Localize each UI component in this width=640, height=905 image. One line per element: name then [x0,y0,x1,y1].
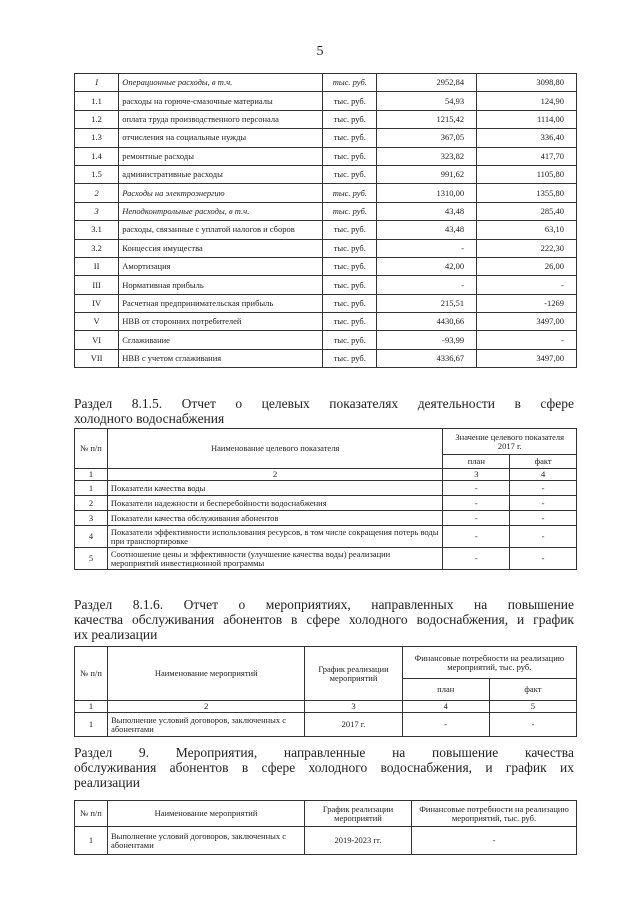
col-header-financing: Финансовые потребности на реализацию мероприятий, тыс. руб. [412,801,577,827]
table-row [75,294,577,312]
row-value-plan: 991,62 [377,165,477,183]
row-value-fact: 3497,00 [477,349,577,367]
row-name: Операционные расходы, в т.ч. [119,74,323,92]
row-num: 1 [75,713,108,737]
row-unit: тыс. руб. [323,74,377,92]
col-header-num: № п/п [75,647,108,701]
row-unit: тыс. руб. [323,239,377,257]
col-header-schedule: График реализации мероприятий [305,801,412,827]
row-unit: тыс. руб. [323,129,377,147]
col-index: 3 [443,469,510,481]
col-header-measures: Наименование мероприятий [108,801,305,827]
table-row [75,827,577,855]
row-measure: Выполнение условий договоров, заключенных с абонентами [108,713,305,737]
row-name: административные расходы [119,165,323,183]
row-num: 1 [75,827,108,855]
row-name: оплата труда производственного персонала [119,110,323,128]
table-row [75,526,577,548]
row-value-fact: -1269 [477,294,577,312]
row-plan: - [402,713,489,737]
row-unit: тыс. руб. [323,184,377,202]
row-unit: тыс. руб. [323,294,377,312]
row-num: 3 [75,202,119,220]
section-8-1-5-line2: холодного водоснабжения [74,411,225,426]
row-num: VII [75,349,119,367]
row-plan: - [443,526,510,548]
measures-report-table [74,646,577,737]
row-fact: - [510,481,577,496]
row-num: 2 [75,184,119,202]
section-8-1-6-line1: Раздел 8.1.6. Отчет о мероприятиях, направленных на повышение [74,597,574,612]
row-name: расходы на горюче-смазочные материалы [119,92,323,110]
row-unit: тыс. руб. [323,147,377,165]
row-value-fact: 3098,80 [477,74,577,92]
row-fact: - [510,511,577,526]
row-num: 3.2 [75,239,119,257]
row-value-fact: 124,90 [477,92,577,110]
row-num: 1.4 [75,147,119,165]
row-value-fact: 1355,80 [477,184,577,202]
col-header-indicator: Наименование целевого показателя [107,429,443,469]
row-unit: тыс. руб. [323,349,377,367]
row-unit: тыс. руб. [323,202,377,220]
row-fact: - [510,496,577,511]
row-schedule: 2017 г. [305,713,402,737]
row-value-plan: 4430,66 [377,313,477,331]
row-value-fact: 1105,80 [477,165,577,183]
col-index: 2 [107,469,443,481]
col-header-plan: план [443,455,510,469]
row-value-fact: - [477,331,577,349]
row-value-plan: 367,05 [377,129,477,147]
table-row [75,147,577,165]
row-financing: - [412,827,577,855]
col-index: 4 [402,701,489,713]
table-row [75,496,577,511]
section-9-line2: обслуживания абонентов в сфере холодного водоснабжения, и график их [74,760,574,775]
col-index: 1 [75,701,108,713]
row-value-plan: - [377,276,477,294]
table-row [75,202,577,220]
table-row [75,713,577,737]
table-row [75,165,577,183]
row-value-fact: 26,00 [477,257,577,275]
row-num: V [75,313,119,331]
col-index: 1 [75,469,108,481]
row-fact: - [489,713,576,737]
table-row [75,548,577,570]
row-plan: - [443,511,510,526]
col-header-plan: план [402,679,489,701]
row-num: 1 [75,481,108,496]
row-num: IV [75,294,119,312]
row-unit: тыс. руб. [323,92,377,110]
row-value-plan: - [377,239,477,257]
row-indicator: Показатели эффективности использования ресурсов, в том числе сокращения потерь воды при транспортировке [107,526,443,548]
row-name: НВВ от сторонних потребителей [119,313,323,331]
row-num: III [75,276,119,294]
row-schedule: 2019-2023 гг. [305,827,412,855]
page-number: 5 [316,44,324,59]
table-row [75,184,577,202]
row-num: 5 [75,548,108,570]
row-value-fact: 285,40 [477,202,577,220]
section-9-line1: Раздел 9. Мероприятия, направленные на повышение качества [74,745,574,760]
row-value-fact: 336,40 [477,129,577,147]
row-value-fact: 63,10 [477,221,577,239]
row-indicator: Показатели надежности и бесперебойности водоснабжения [107,496,443,511]
row-num: 2 [75,496,108,511]
table-row [75,74,577,92]
row-value-fact: 1114,00 [477,110,577,128]
row-num: 1.5 [75,165,119,183]
row-num: 1.2 [75,110,119,128]
row-name: НВВ с учетом сглаживания [119,349,323,367]
section-8-1-5-line1: Раздел 8.1.5. Отчет о целевых показателях деятельности в сфере [74,396,574,411]
row-num: 3.1 [75,221,119,239]
col-header-financing: Финансовые потребности на реализацию мероприятий, тыс. руб. [402,647,576,679]
col-header-num: № п/п [75,801,108,827]
col-header-schedule: График реализации мероприятий [305,647,402,701]
row-unit: тыс. руб. [323,110,377,128]
row-value-fact: 417,70 [477,147,577,165]
row-value-plan: 43,48 [377,202,477,220]
row-value-plan: 323,82 [377,147,477,165]
row-name: Концессия имущества [119,239,323,257]
cost-table [74,73,577,368]
col-header-value: Значение целевого показателя 2017 г. [443,429,577,455]
row-plan: - [443,481,510,496]
section-8-1-6-line3: их реализации [74,627,158,642]
row-num: VI [75,331,119,349]
col-index: 5 [489,701,576,713]
row-measure: Выполнение условий договоров, заключенных с абонентами [108,827,305,855]
row-fact: - [510,548,577,570]
table-row [75,276,577,294]
row-value-plan: 2952,84 [377,74,477,92]
table-row [75,221,577,239]
row-value-fact: 222,30 [477,239,577,257]
section-8-1-6-line2: качества обслуживания абонентов в сфере холодного водоснабжения, и график [74,612,574,627]
row-num: 1.3 [75,129,119,147]
row-unit: тыс. руб. [323,221,377,239]
row-name: отчисления на социальные нужды [119,129,323,147]
table-row [75,257,577,275]
row-value-plan: 42,00 [377,257,477,275]
row-name: Расчетная предпринимательская прибыль [119,294,323,312]
col-index: 2 [108,701,305,713]
row-value-plan: 4336,67 [377,349,477,367]
row-unit: тыс. руб. [323,257,377,275]
table-row [75,110,577,128]
row-value-fact: - [477,276,577,294]
row-num: I [75,74,119,92]
target-indicators-table [74,428,577,570]
table-row [75,129,577,147]
section-8-1-5-heading [74,396,574,426]
col-index: 4 [510,469,577,481]
row-num: II [75,257,119,275]
row-unit: тыс. руб. [323,165,377,183]
row-plan: - [443,548,510,570]
row-name: Амортизация [119,257,323,275]
section-9-heading [74,745,574,790]
row-indicator: Показатели качества обслуживания абонентов [107,511,443,526]
row-num: 1.1 [75,92,119,110]
row-name: Сглаживание [119,331,323,349]
row-value-plan: 215,51 [377,294,477,312]
row-value-plan: 1215,42 [377,110,477,128]
row-plan: - [443,496,510,511]
table-row [75,349,577,367]
measures-plan-table [74,800,577,855]
row-name: Нормативная прибыль [119,276,323,294]
table-row [75,511,577,526]
row-unit: тыс. руб. [323,331,377,349]
section-9-line3: реализации [74,775,140,790]
row-name: Неподконтрольные расходы, в т.ч. [119,202,323,220]
section-8-1-6-heading [74,597,574,642]
row-indicator: Показатели качества воды [107,481,443,496]
col-header-fact: факт [510,455,577,469]
row-name: расходы, связанные с уплатой налогов и сборов [119,221,323,239]
row-unit: тыс. руб. [323,276,377,294]
row-value-plan: -93,99 [377,331,477,349]
row-value-plan: 1310,00 [377,184,477,202]
table-row [75,481,577,496]
row-num: 3 [75,511,108,526]
row-value-plan: 43,48 [377,221,477,239]
col-header-fact: факт [489,679,576,701]
row-name: ремонтные расходы [119,147,323,165]
col-header-num: № п/п [75,429,108,469]
row-value-fact: 3497,00 [477,313,577,331]
col-header-measures: Наименование мероприятий [108,647,305,701]
table-row [75,92,577,110]
row-name: Расходы на электроэнергию [119,184,323,202]
row-indicator: Соотношение цены и эффективности (улучшение качества воды) реализации мероприятий инвестиционной программы [107,548,443,570]
table-row [75,313,577,331]
row-num: 4 [75,526,108,548]
col-index: 3 [305,701,402,713]
row-fact: - [510,526,577,548]
row-value-plan: 54,93 [377,92,477,110]
table-row [75,331,577,349]
table-row [75,239,577,257]
row-unit: тыс. руб. [323,313,377,331]
